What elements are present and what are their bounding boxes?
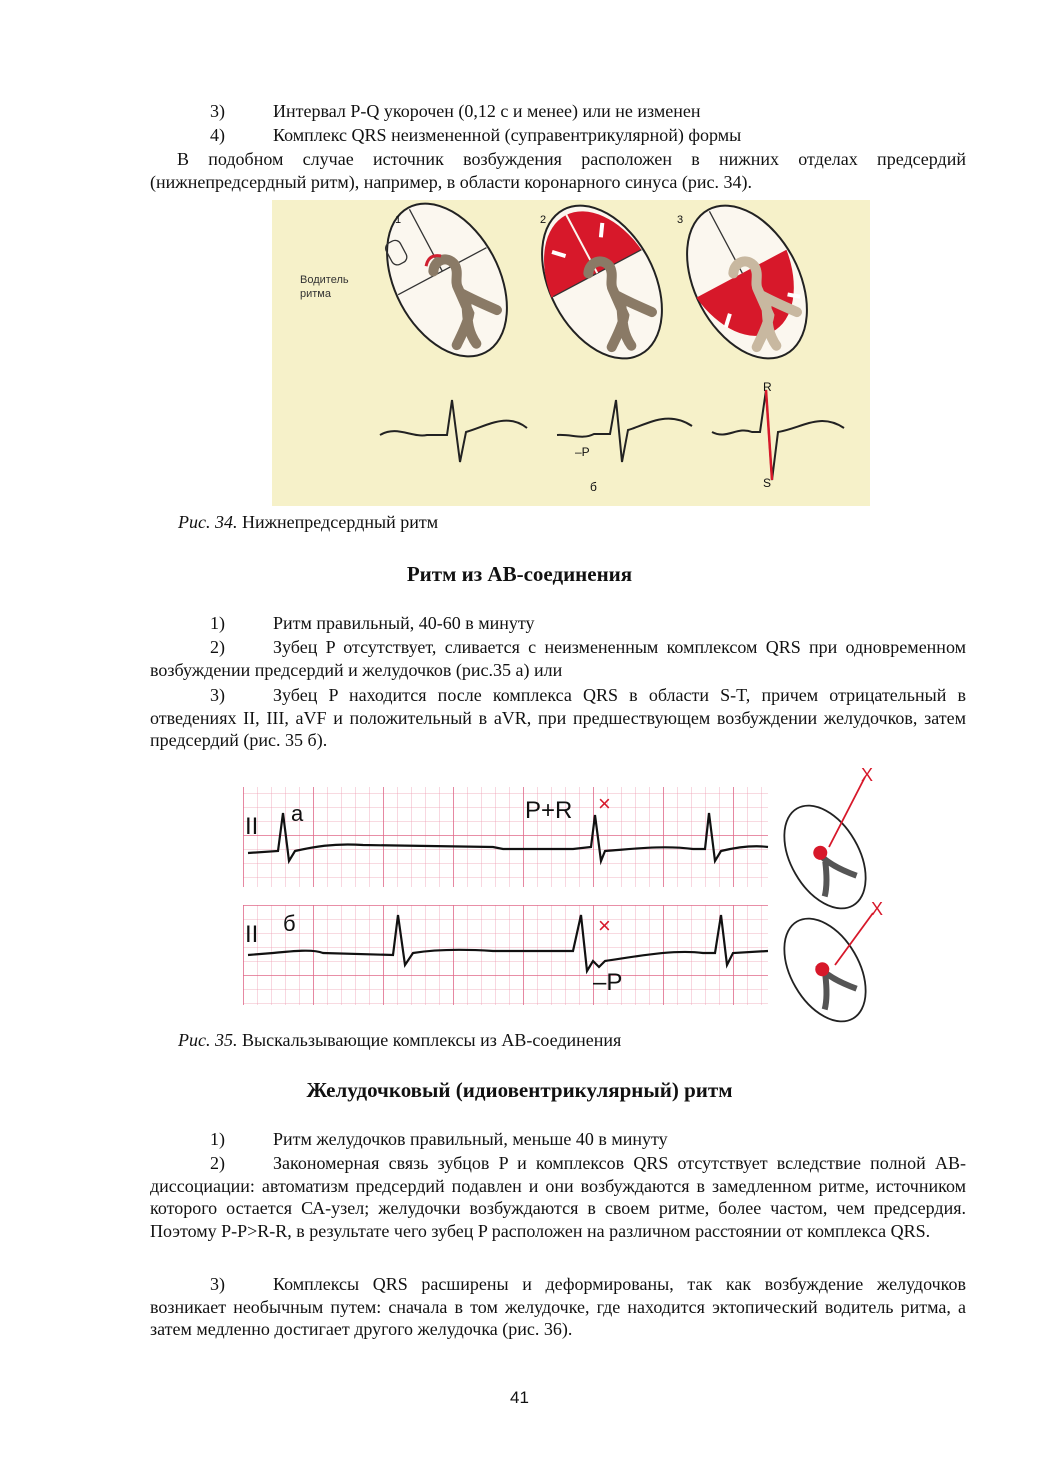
paragraph: В подобном случае источник возбуждения расположен в нижних отделах предсердий (нижнепредсердный ритм), например, в области коронарного синуса (рис. 34). (150, 149, 966, 192)
page-number: 41 (510, 1388, 529, 1407)
heart-diagram-3 (663, 200, 832, 379)
b-label: б (590, 480, 597, 494)
list-number: 3) (210, 101, 225, 121)
caption-text: Выскальзывающие комплексы из АВ-соединения (241, 1030, 622, 1050)
strip-b-label: б (283, 911, 296, 936)
list-number: 1) (210, 613, 225, 633)
panel-number: 3 (677, 214, 684, 226)
panel-number: 2 (540, 214, 547, 226)
list-number: 3) (210, 685, 225, 705)
figure-35 (243, 765, 893, 1027)
list-item-text: Ритм правильный, 40-60 в минуту (273, 613, 535, 633)
list-number: 1) (210, 1129, 225, 1149)
section-title-av: Ритм из АВ-соединения (406, 562, 633, 586)
arrow-x-label: X (861, 765, 874, 785)
list-item-text: Комплекс QRS неизмененной (суправентрикулярной) формы (273, 125, 742, 145)
p-plus-r-label: P+R (525, 797, 573, 824)
caption-text: Нижнепредсердный ритм (241, 512, 439, 532)
s-label: S (763, 476, 772, 490)
list-item-text: Ритм желудочков правильный, меньше 40 в минуту (273, 1129, 668, 1149)
heart-diagram-2 (518, 200, 687, 379)
x-mark: × (598, 791, 611, 816)
list-number: 3) (210, 1274, 225, 1294)
list-number: 2) (210, 1153, 225, 1173)
list-item-text: Комплексы QRS расширены и деформированы, так как возбуждение желудочков возникает необычным путем: сначала в том желудочке, где находится эктопический водитель ритма, а затем медленно достигает другого желудочка (рис. 36). (150, 1274, 966, 1339)
minus-p-label: –P (593, 969, 623, 996)
figure-35-caption (178, 1029, 621, 1051)
list-number: 2) (210, 637, 225, 657)
figure-34-drawing (272, 200, 870, 506)
panel-number: 1 (395, 214, 402, 226)
list-item-text: Зубец P отсутствует, сливается с неизмененным комплексом QRS при одновременном возбуждении предсердий и желудочков (рис.35 а) или (150, 637, 966, 680)
caption-prefix: Рис. 35. (178, 1030, 238, 1050)
minus-p-label: –P (575, 445, 590, 459)
lead-label: II (245, 921, 259, 948)
x-mark: × (598, 913, 611, 938)
pacemaker-label: Водитель (300, 274, 349, 286)
pacemaker-label: ритма (300, 288, 331, 300)
list-item-text: Закономерная связь зубцов P и комплексов QRS отсутствует вследствие полной АВ-диссоциации: автоматизм предсердий подавлен и они возбуждаются в замедленном ритме, источником которого остается СА-узел; желудочки возбуждаются в своем ритме, более частом, чем предсердия. Поэтому P-P>R-R, в результате чего зубец P расположен на различном расстоянии от комплекса QRS. (150, 1153, 966, 1241)
ecg-trace-3 (712, 390, 844, 480)
ecg-trace-1 (380, 400, 527, 462)
heart-diagram-1 (363, 200, 532, 377)
strip-a-label: а (291, 801, 304, 826)
section-title-ventricular: Желудочковый (идиовентрикулярный) ритм (306, 1078, 733, 1102)
list-number: 4) (210, 125, 225, 145)
list-item-text: Зубец P находится после комплекса QRS в области S-T, причем отрицательный в отведениях II, III, aVF и положительный в aVR, при предшествующем возбуждении желудочков, затем предсердий (рис. 35 б). (150, 685, 966, 750)
list-item-text: Интервал P-Q укорочен (0,12 с и менее) или не изменен (273, 101, 701, 121)
caption-prefix: Рис. 34. (178, 512, 238, 532)
r-label: R (763, 380, 772, 394)
heart-outline-a (768, 792, 883, 923)
figure-34 (272, 200, 870, 506)
arrow-x-label: X (871, 899, 884, 919)
figure-34-caption (178, 511, 438, 533)
lead-label: II (245, 813, 259, 840)
